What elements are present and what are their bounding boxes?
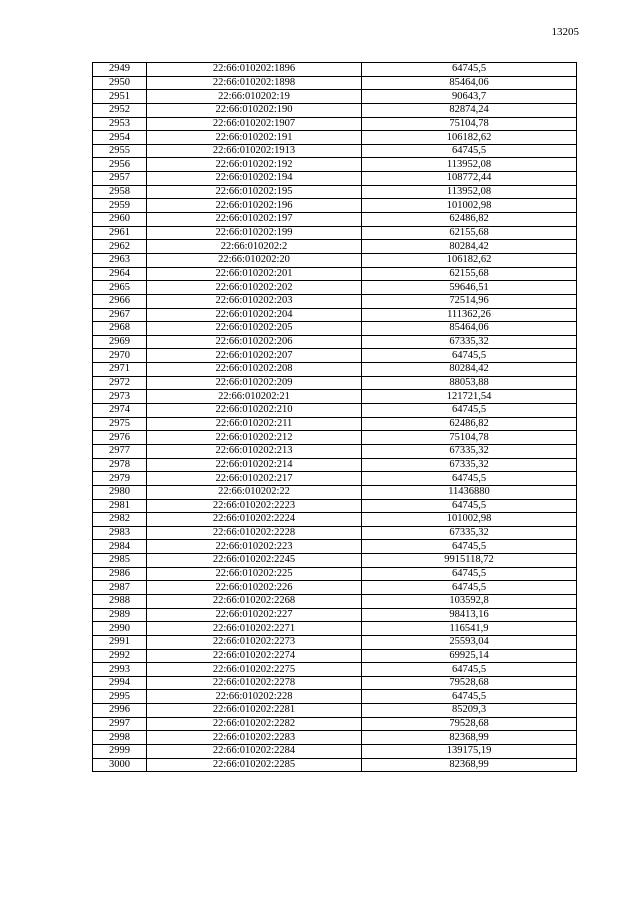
row-number-cell: 2989 — [93, 608, 147, 622]
row-number-cell: 2997 — [93, 717, 147, 731]
cadastral-number-cell: 22:66:010202:207 — [147, 349, 362, 363]
row-number-cell: 2961 — [93, 226, 147, 240]
row-number-cell: 2978 — [93, 458, 147, 472]
cadastral-number-cell: 22:66:010202:2278 — [147, 676, 362, 690]
cadastral-number-cell: 22:66:010202:199 — [147, 226, 362, 240]
cadastral-value-cell: 62155,68 — [362, 267, 577, 281]
row-number-cell: 2967 — [93, 308, 147, 322]
row-number-cell: 2977 — [93, 444, 147, 458]
row-number-cell: 2949 — [93, 63, 147, 77]
cadastral-number-cell: 22:66:010202:1896 — [147, 63, 362, 77]
cadastral-value-cell: 108772,44 — [362, 172, 577, 186]
cadastral-value-cell: 62155,68 — [362, 226, 577, 240]
row-number-cell: 2965 — [93, 281, 147, 295]
cadastral-value-cell: 85209,3 — [362, 704, 577, 718]
cadastral-number-cell: 22:66:010202:206 — [147, 335, 362, 349]
row-number-cell: 2975 — [93, 417, 147, 431]
cadastral-value-cell: 80284,42 — [362, 240, 577, 254]
table-row — [93, 404, 577, 418]
table-row — [93, 376, 577, 390]
row-number-cell: 2952 — [93, 103, 147, 117]
cadastral-value-cell: 101002,98 — [362, 513, 577, 527]
cadastral-number-cell: 22:66:010202:205 — [147, 322, 362, 336]
row-number-cell: 2990 — [93, 622, 147, 636]
table-body — [93, 63, 577, 772]
cadastral-number-cell: 22:66:010202:213 — [147, 444, 362, 458]
row-number-cell: 2984 — [93, 540, 147, 554]
cadastral-value-cell: 69925,14 — [362, 649, 577, 663]
cadastral-number-cell: 22:66:010202:19 — [147, 90, 362, 104]
table-row — [93, 335, 577, 349]
row-number-cell: 2950 — [93, 76, 147, 90]
cadastral-value-cell: 90643,7 — [362, 90, 577, 104]
row-number-cell: 2976 — [93, 431, 147, 445]
cadastral-number-cell: 22:66:010202:194 — [147, 172, 362, 186]
cadastral-number-cell: 22:66:010202:227 — [147, 608, 362, 622]
cadastral-value-cell: 111362,26 — [362, 308, 577, 322]
table-row — [93, 554, 577, 568]
cadastral-number-cell: 22:66:010202:1898 — [147, 76, 362, 90]
row-number-cell: 2973 — [93, 390, 147, 404]
cadastral-number-cell: 22:66:010202:2 — [147, 240, 362, 254]
cadastral-value-cell: 64745,5 — [362, 540, 577, 554]
cadastral-number-cell: 22:66:010202:2245 — [147, 554, 362, 568]
cadastral-number-cell: 22:66:010202:2282 — [147, 717, 362, 731]
table-row — [93, 431, 577, 445]
cadastral-value-cell: 64745,5 — [362, 581, 577, 595]
cadastral-value-cell: 82368,99 — [362, 731, 577, 745]
row-number-cell: 2966 — [93, 294, 147, 308]
row-number-cell: 2971 — [93, 363, 147, 377]
table-row — [93, 281, 577, 295]
table-row — [93, 472, 577, 486]
table-row — [93, 649, 577, 663]
cadastral-value-cell: 82874,24 — [362, 103, 577, 117]
cadastral-number-cell: 22:66:010202:228 — [147, 690, 362, 704]
table-row — [93, 90, 577, 104]
table-row — [93, 199, 577, 213]
row-number-cell: 2986 — [93, 567, 147, 581]
cadastral-value-cell: 80284,42 — [362, 363, 577, 377]
cadastral-number-cell: 22:66:010202:2223 — [147, 499, 362, 513]
cadastral-value-cell: 72514,96 — [362, 294, 577, 308]
cadastral-number-cell: 22:66:010202:202 — [147, 281, 362, 295]
cadastral-value-cell: 9915118,72 — [362, 554, 577, 568]
table-row — [93, 758, 577, 772]
cadastral-value-cell: 64745,5 — [362, 690, 577, 704]
row-number-cell: 2991 — [93, 635, 147, 649]
cadastral-value-cell: 64745,5 — [362, 404, 577, 418]
cadastral-number-cell: 22:66:010202:2283 — [147, 731, 362, 745]
row-number-cell: 2969 — [93, 335, 147, 349]
table-row — [93, 308, 577, 322]
cadastral-number-cell: 22:66:010202:209 — [147, 376, 362, 390]
table-row — [93, 608, 577, 622]
cadastral-number-cell: 22:66:010202:223 — [147, 540, 362, 554]
table-row — [93, 103, 577, 117]
cadastral-number-cell: 22:66:010202:210 — [147, 404, 362, 418]
cadastral-value-cell: 106182,62 — [362, 253, 577, 267]
cadastral-value-cell: 67335,32 — [362, 444, 577, 458]
cadastral-value-cell: 75104,78 — [362, 117, 577, 131]
cadastral-value-cell: 64745,5 — [362, 567, 577, 581]
cadastral-value-cell: 67335,32 — [362, 526, 577, 540]
cadastral-value-cell: 85464,06 — [362, 322, 577, 336]
row-number-cell: 2998 — [93, 731, 147, 745]
cadastral-value-table — [92, 62, 577, 772]
cadastral-number-cell: 22:66:010202:225 — [147, 567, 362, 581]
cadastral-number-cell: 22:66:010202:214 — [147, 458, 362, 472]
cadastral-number-cell: 22:66:010202:2281 — [147, 704, 362, 718]
row-number-cell: 2963 — [93, 253, 147, 267]
cadastral-value-cell: 64745,5 — [362, 472, 577, 486]
row-number-cell: 2982 — [93, 513, 147, 527]
cadastral-value-cell: 67335,32 — [362, 335, 577, 349]
table-row — [93, 717, 577, 731]
table-row — [93, 485, 577, 499]
cadastral-number-cell: 22:66:010202:21 — [147, 390, 362, 404]
cadastral-value-cell: 75104,78 — [362, 431, 577, 445]
cadastral-number-cell: 22:66:010202:2274 — [147, 649, 362, 663]
cadastral-number-cell: 22:66:010202:211 — [147, 417, 362, 431]
table-row — [93, 390, 577, 404]
table-row — [93, 594, 577, 608]
cadastral-value-cell: 82368,99 — [362, 758, 577, 772]
row-number-cell: 2960 — [93, 213, 147, 227]
cadastral-number-cell: 22:66:010202:217 — [147, 472, 362, 486]
row-number-cell: 2968 — [93, 322, 147, 336]
cadastral-value-cell: 85464,06 — [362, 76, 577, 90]
cadastral-value-cell: 139175,19 — [362, 745, 577, 759]
cadastral-number-cell: 22:66:010202:226 — [147, 581, 362, 595]
row-number-cell: 2953 — [93, 117, 147, 131]
cadastral-number-cell: 22:66:010202:191 — [147, 131, 362, 145]
cadastral-number-cell: 22:66:010202:1907 — [147, 117, 362, 131]
row-number-cell: 2958 — [93, 185, 147, 199]
row-number-cell: 2962 — [93, 240, 147, 254]
table-row — [93, 226, 577, 240]
table-row — [93, 581, 577, 595]
table-row — [93, 294, 577, 308]
table-row — [93, 76, 577, 90]
table-row — [93, 267, 577, 281]
cadastral-number-cell: 22:66:010202:2275 — [147, 663, 362, 677]
cadastral-value-cell: 116541,9 — [362, 622, 577, 636]
table-row — [93, 322, 577, 336]
cadastral-number-cell: 22:66:010202:2228 — [147, 526, 362, 540]
cadastral-value-cell: 79528,68 — [362, 717, 577, 731]
cadastral-value-cell: 25593,04 — [362, 635, 577, 649]
cadastral-value-cell: 103592,8 — [362, 594, 577, 608]
row-number-cell: 2993 — [93, 663, 147, 677]
table-row — [93, 690, 577, 704]
cadastral-value-cell: 59646,51 — [362, 281, 577, 295]
table-row — [93, 185, 577, 199]
table-row — [93, 144, 577, 158]
row-number-cell: 2995 — [93, 690, 147, 704]
row-number-cell: 2954 — [93, 131, 147, 145]
cadastral-number-cell: 22:66:010202:2285 — [147, 758, 362, 772]
cadastral-number-cell: 22:66:010202:192 — [147, 158, 362, 172]
cadastral-number-cell: 22:66:010202:197 — [147, 213, 362, 227]
page-number: 13205 — [551, 26, 579, 38]
cadastral-number-cell: 22:66:010202:2271 — [147, 622, 362, 636]
cadastral-number-cell: 22:66:010202:2268 — [147, 594, 362, 608]
row-number-cell: 2992 — [93, 649, 147, 663]
table-row — [93, 704, 577, 718]
cadastral-number-cell: 22:66:010202:20 — [147, 253, 362, 267]
cadastral-number-cell: 22:66:010202:190 — [147, 103, 362, 117]
table-row — [93, 131, 577, 145]
row-number-cell: 3000 — [93, 758, 147, 772]
table-row — [93, 567, 577, 581]
row-number-cell: 2974 — [93, 404, 147, 418]
table-row — [93, 526, 577, 540]
cadastral-number-cell: 22:66:010202:2284 — [147, 745, 362, 759]
cadastral-value-cell: 79528,68 — [362, 676, 577, 690]
row-number-cell: 2956 — [93, 158, 147, 172]
cadastral-value-cell: 62486,82 — [362, 213, 577, 227]
table-row — [93, 458, 577, 472]
table-row — [93, 172, 577, 186]
cadastral-number-cell: 22:66:010202:22 — [147, 485, 362, 499]
cadastral-value-cell: 64745,5 — [362, 499, 577, 513]
table-row — [93, 240, 577, 254]
row-number-cell: 2987 — [93, 581, 147, 595]
cadastral-value-cell: 11436880 — [362, 485, 577, 499]
row-number-cell: 2955 — [93, 144, 147, 158]
table-row — [93, 444, 577, 458]
row-number-cell: 2979 — [93, 472, 147, 486]
table-row — [93, 363, 577, 377]
table-row — [93, 635, 577, 649]
table-row — [93, 253, 577, 267]
cadastral-number-cell: 22:66:010202:208 — [147, 363, 362, 377]
row-number-cell: 2996 — [93, 704, 147, 718]
cadastral-value-cell: 64745,5 — [362, 144, 577, 158]
row-number-cell: 2972 — [93, 376, 147, 390]
row-number-cell: 2983 — [93, 526, 147, 540]
cadastral-value-cell: 64745,5 — [362, 349, 577, 363]
row-number-cell: 2980 — [93, 485, 147, 499]
cadastral-number-cell: 22:66:010202:195 — [147, 185, 362, 199]
cadastral-number-cell: 22:66:010202:2224 — [147, 513, 362, 527]
table-row — [93, 731, 577, 745]
table-row — [93, 117, 577, 131]
table-row — [93, 158, 577, 172]
table-row — [93, 63, 577, 77]
row-number-cell: 2959 — [93, 199, 147, 213]
cadastral-value-cell: 67335,32 — [362, 458, 577, 472]
cadastral-number-cell: 22:66:010202:1913 — [147, 144, 362, 158]
cadastral-value-cell: 113952,08 — [362, 185, 577, 199]
cadastral-value-cell: 121721,54 — [362, 390, 577, 404]
table-row — [93, 499, 577, 513]
row-number-cell: 2964 — [93, 267, 147, 281]
cadastral-value-cell: 101002,98 — [362, 199, 577, 213]
row-number-cell: 2970 — [93, 349, 147, 363]
row-number-cell: 2994 — [93, 676, 147, 690]
cadastral-value-cell: 64745,5 — [362, 63, 577, 77]
table-row — [93, 663, 577, 677]
cadastral-value-cell: 98413,16 — [362, 608, 577, 622]
row-number-cell: 2988 — [93, 594, 147, 608]
cadastral-value-cell: 106182,62 — [362, 131, 577, 145]
cadastral-number-cell: 22:66:010202:203 — [147, 294, 362, 308]
cadastral-value-cell: 88053,88 — [362, 376, 577, 390]
cadastral-number-cell: 22:66:010202:204 — [147, 308, 362, 322]
table-row — [93, 676, 577, 690]
cadastral-number-cell: 22:66:010202:201 — [147, 267, 362, 281]
table-row — [93, 540, 577, 554]
table-row — [93, 417, 577, 431]
cadastral-value-cell: 62486,82 — [362, 417, 577, 431]
cadastral-value-cell: 113952,08 — [362, 158, 577, 172]
table-row — [93, 745, 577, 759]
cadastral-number-cell: 22:66:010202:2273 — [147, 635, 362, 649]
cadastral-number-cell: 22:66:010202:212 — [147, 431, 362, 445]
cadastral-value-cell: 64745,5 — [362, 663, 577, 677]
row-number-cell: 2985 — [93, 554, 147, 568]
table-row — [93, 513, 577, 527]
table-row — [93, 213, 577, 227]
row-number-cell: 2999 — [93, 745, 147, 759]
table-row — [93, 349, 577, 363]
row-number-cell: 2981 — [93, 499, 147, 513]
row-number-cell: 2957 — [93, 172, 147, 186]
table-row — [93, 622, 577, 636]
cadastral-number-cell: 22:66:010202:196 — [147, 199, 362, 213]
row-number-cell: 2951 — [93, 90, 147, 104]
